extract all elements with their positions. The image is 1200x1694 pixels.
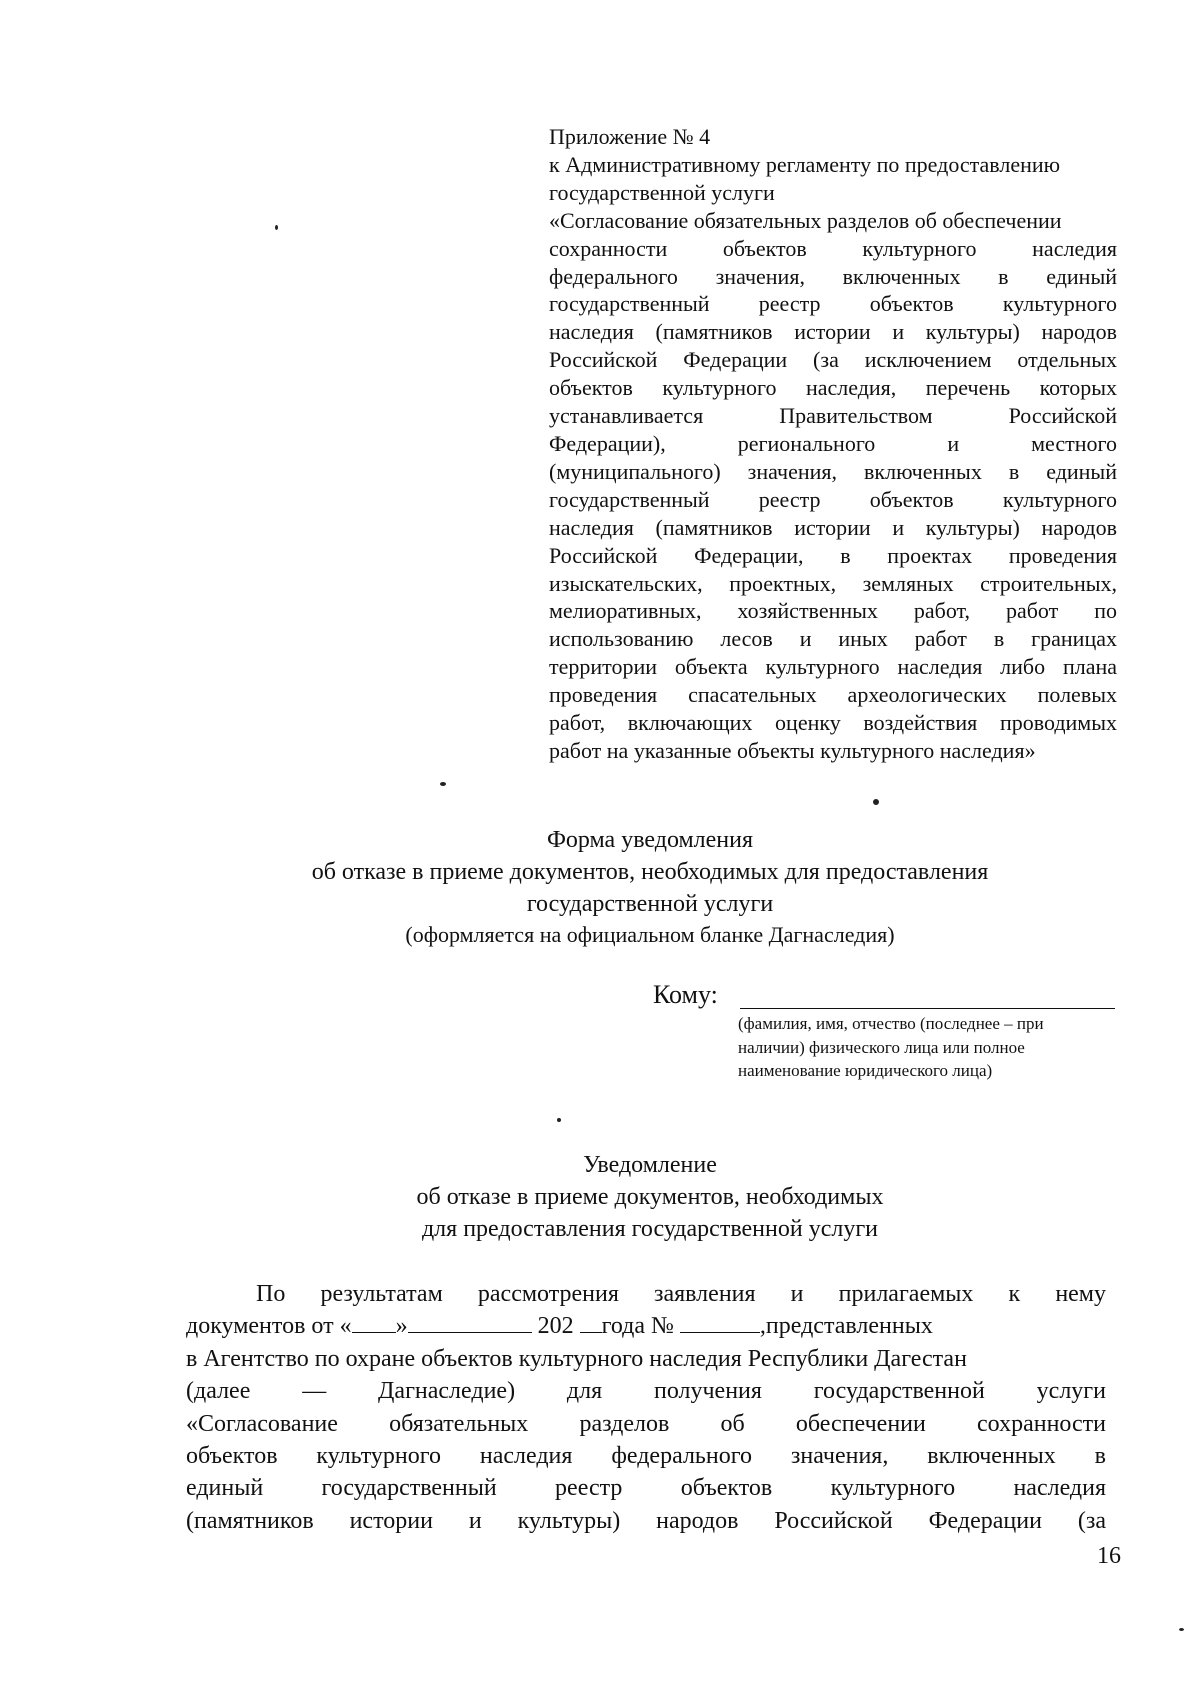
month-blank	[408, 1312, 532, 1333]
scan-speck	[1179, 1628, 1184, 1631]
recipient-hint-line: (фамилия, имя, отчество (последнее – при	[738, 1014, 1044, 1033]
body-line: в Агентство по охране объектов культурного наследия Республики Дагестан	[186, 1345, 967, 1372]
appendix-line: работ, включающих оценку воздействия проводимых	[549, 710, 1117, 736]
appendix-line: изыскательских, проектных, земляных строительных,	[549, 570, 1117, 596]
appendix-line: к Административному регламенту по предоставлению	[549, 151, 1061, 177]
body-text-fragment: документов от «	[186, 1313, 352, 1340]
year-blank	[580, 1312, 602, 1333]
scan-speck	[440, 782, 446, 786]
body-text-fragment: ,представленных	[759, 1313, 933, 1340]
appendix-line: (муниципального) значения, включенных в единый	[549, 458, 1117, 484]
scan-speck	[557, 1118, 561, 1122]
appendix-line: наследия (памятников истории и культуры) народов	[549, 514, 1117, 540]
number-blank	[680, 1312, 760, 1333]
notice-heading	[150, 1149, 1150, 1245]
appendix-line: Российской Федерации (за исключением отдельных	[549, 347, 1117, 373]
appendix-line: использованию лесов и иных работ в границах	[549, 626, 1117, 652]
appendix-line: наследия (памятников истории и культуры) народов	[549, 319, 1117, 345]
body-line: единый государственный реестр объектов культурного наследия	[186, 1475, 1106, 1502]
appendix-header	[549, 123, 1117, 765]
notice-title: Уведомление	[583, 1152, 717, 1178]
scan-speck	[275, 225, 278, 230]
appendix-line: федерального значения, включенных в единый	[549, 263, 1117, 289]
appendix-line: проведения спасательных археологических полевых	[549, 682, 1117, 708]
body-line: (далее — Дагнаследие) для получения государственной услуги	[186, 1378, 1106, 1405]
scan-speck	[873, 799, 879, 805]
recipient-hint	[738, 1012, 1118, 1083]
body-line: (памятников истории и культуры) народов Российской Федерации (за	[186, 1507, 1106, 1534]
body-line: По результатам рассмотрения заявления и прилагаемых к нему	[256, 1281, 1106, 1307]
recipient-field-line	[740, 1008, 1115, 1009]
appendix-line: государственной услуги	[549, 179, 775, 205]
form-title: Форма уведомления	[546, 827, 754, 853]
body-text-fragment: 202	[531, 1313, 580, 1340]
appendix-line: Федерации), регионального и местного	[549, 430, 1117, 456]
appendix-line: работ на указанные объекты культурного наследия»	[549, 737, 1036, 763]
form-note: (оформляется на официальном бланке Дагнаследия)	[405, 922, 895, 947]
appendix-line: устанавливается Правительством Российской	[549, 403, 1117, 429]
notice-subtitle-line: об отказе в приеме документов, необходимых	[416, 1184, 884, 1210]
form-heading	[150, 824, 1150, 950]
appendix-line: сохранности объектов культурного наследия	[549, 235, 1117, 261]
appendix-line: Российской Федерации, в проектах проведения	[549, 542, 1117, 568]
appendix-line: государственный реестр объектов культурного	[549, 291, 1117, 317]
form-subtitle-line: государственной услуги	[526, 891, 774, 917]
recipient-hint-line: наименование юридического лица)	[738, 1061, 993, 1080]
recipient-label: Кому:	[653, 980, 718, 1009]
appendix-line: мелиоративных, хозяйственных работ, работ по	[549, 598, 1117, 624]
appendix-line: «Согласование обязательных разделов об обеспечении	[549, 207, 1062, 233]
day-blank	[352, 1312, 396, 1333]
body-text-fragment: года №	[601, 1313, 674, 1340]
recipient-hint-line: наличии) физического лица или полное	[738, 1037, 1025, 1057]
page-number: 16	[1097, 1543, 1121, 1569]
body-line-with-blanks	[186, 1310, 1106, 1342]
notice-body	[186, 1278, 1106, 1537]
form-subtitle-line: об отказе в приеме документов, необходимых для предоставления	[311, 859, 989, 885]
body-line: «Согласование обязательных разделов об обеспечении сохранности	[186, 1410, 1106, 1437]
appendix-line: территории объекта культурного наследия либо плана	[549, 654, 1117, 680]
notice-subtitle-line: для предоставления государственной услуги	[421, 1216, 879, 1242]
appendix-line: государственный реестр объектов культурного	[549, 486, 1117, 512]
appendix-line: Приложение № 4	[549, 124, 711, 149]
body-text-fragment: »	[395, 1313, 408, 1340]
appendix-line: объектов культурного наследия, перечень которых	[549, 375, 1117, 401]
body-line: объектов культурного наследия федерального значения, включенных в	[186, 1443, 1106, 1470]
